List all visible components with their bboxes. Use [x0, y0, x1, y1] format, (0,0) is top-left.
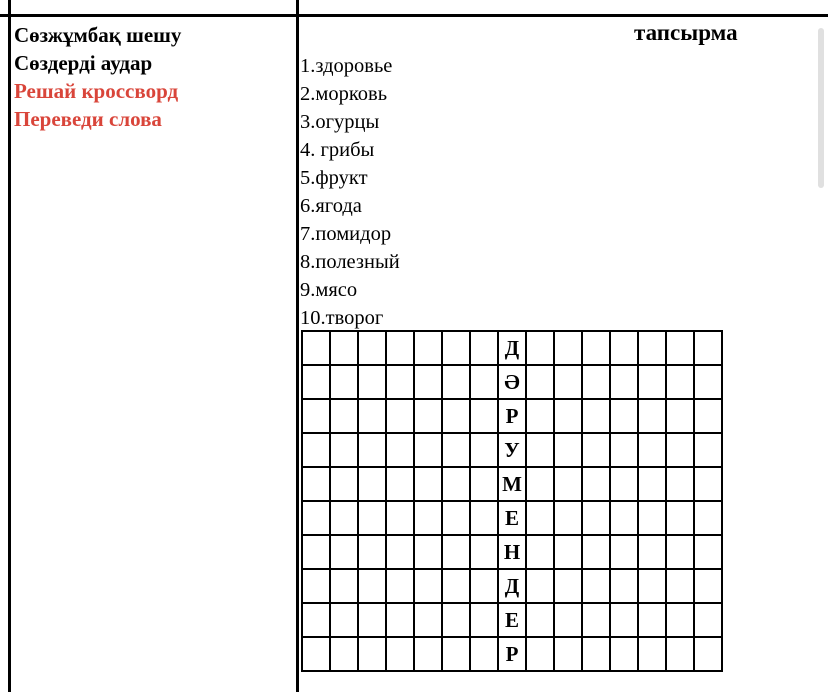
crossword-cell[interactable] — [442, 365, 470, 399]
word-list — [300, 52, 400, 332]
crossword-cell[interactable] — [442, 637, 470, 671]
crossword-cell[interactable] — [330, 365, 358, 399]
crossword-cell[interactable] — [386, 569, 414, 603]
crossword-cell[interactable] — [358, 569, 386, 603]
crossword-cell[interactable] — [302, 331, 330, 365]
crossword-cell[interactable] — [470, 365, 498, 399]
crossword-cell[interactable] — [414, 331, 442, 365]
crossword-cell[interactable] — [554, 603, 582, 637]
crossword-cell[interactable] — [666, 433, 694, 467]
crossword-cell[interactable] — [638, 331, 666, 365]
crossword-cell[interactable] — [358, 535, 386, 569]
crossword-cell[interactable] — [694, 331, 722, 365]
crossword-cell[interactable] — [554, 501, 582, 535]
crossword-cell[interactable] — [386, 501, 414, 535]
word-item: 1.здоровье — [300, 55, 393, 77]
crossword-cell[interactable] — [442, 569, 470, 603]
instructions — [14, 21, 181, 133]
word-item: 10.творог — [300, 307, 384, 329]
word-item: 9.мясо — [300, 279, 358, 301]
crossword-key-cell[interactable]: Е — [498, 603, 526, 637]
crossword-cell[interactable] — [414, 467, 442, 501]
crossword-row — [302, 433, 722, 467]
crossword-cell[interactable] — [442, 603, 470, 637]
crossword-cell[interactable] — [610, 433, 638, 467]
instruction-ru-2: Переведи слова — [14, 107, 162, 131]
crossword-cell[interactable] — [526, 501, 554, 535]
crossword-cell[interactable] — [386, 467, 414, 501]
crossword-cell[interactable] — [470, 467, 498, 501]
crossword-cell[interactable] — [470, 603, 498, 637]
crossword-cell[interactable] — [638, 637, 666, 671]
crossword-cell[interactable] — [302, 637, 330, 671]
crossword-cell[interactable] — [610, 535, 638, 569]
crossword-cell[interactable] — [526, 569, 554, 603]
crossword-cell[interactable] — [666, 501, 694, 535]
crossword-cell[interactable] — [582, 331, 610, 365]
crossword-cell[interactable] — [470, 433, 498, 467]
crossword-cell[interactable] — [582, 637, 610, 671]
crossword-cell[interactable] — [610, 331, 638, 365]
crossword-cell[interactable] — [386, 365, 414, 399]
crossword-cell[interactable] — [470, 399, 498, 433]
crossword-cell[interactable] — [526, 399, 554, 433]
crossword-cell[interactable] — [358, 331, 386, 365]
crossword-cell[interactable] — [302, 569, 330, 603]
crossword-cell[interactable] — [582, 399, 610, 433]
instruction-ru-1: Решай кроссворд — [14, 79, 179, 103]
crossword-cell[interactable] — [582, 603, 610, 637]
crossword-cell[interactable] — [330, 637, 358, 671]
crossword-key-cell[interactable]: Д — [498, 331, 526, 365]
crossword-cell[interactable] — [666, 331, 694, 365]
left-border — [8, 0, 11, 692]
top-border — [0, 14, 828, 17]
crossword-cell[interactable] — [666, 603, 694, 637]
crossword-cell[interactable] — [302, 433, 330, 467]
scrollbar[interactable] — [818, 28, 824, 188]
crossword-cell[interactable] — [302, 467, 330, 501]
crossword-row — [302, 569, 722, 603]
crossword-cell[interactable] — [302, 535, 330, 569]
crossword-cell[interactable] — [330, 501, 358, 535]
crossword-cell[interactable] — [526, 467, 554, 501]
crossword-cell[interactable] — [666, 399, 694, 433]
crossword-cell[interactable] — [470, 331, 498, 365]
crossword-cell[interactable] — [694, 535, 722, 569]
crossword-cell[interactable] — [694, 569, 722, 603]
crossword-cell[interactable] — [358, 433, 386, 467]
crossword-cell[interactable] — [414, 603, 442, 637]
crossword-cell[interactable] — [610, 637, 638, 671]
crossword-cell[interactable] — [694, 467, 722, 501]
crossword-cell[interactable] — [470, 569, 498, 603]
crossword-key-cell[interactable]: Д — [498, 569, 526, 603]
crossword-cell[interactable] — [694, 399, 722, 433]
crossword-cell[interactable] — [442, 467, 470, 501]
task-title: тапсырма — [634, 20, 738, 45]
crossword-cell[interactable] — [330, 535, 358, 569]
crossword-key-cell[interactable]: У — [498, 433, 526, 467]
crossword-cell[interactable] — [470, 535, 498, 569]
crossword-cell[interactable] — [638, 501, 666, 535]
word-item: 7.помидор — [300, 223, 392, 245]
crossword-cell[interactable] — [554, 433, 582, 467]
crossword-cell[interactable] — [666, 467, 694, 501]
crossword-row — [302, 501, 722, 535]
crossword-cell[interactable] — [694, 603, 722, 637]
crossword-row — [302, 637, 722, 671]
crossword-cell[interactable] — [358, 501, 386, 535]
crossword-key-cell[interactable]: Е — [498, 501, 526, 535]
crossword-cell[interactable] — [554, 365, 582, 399]
crossword-cell[interactable] — [386, 433, 414, 467]
crossword-cell[interactable] — [386, 637, 414, 671]
crossword-cell[interactable] — [330, 331, 358, 365]
crossword-cell[interactable] — [638, 603, 666, 637]
instruction-kz-1: Сөзжұмбақ шешу — [14, 23, 182, 47]
crossword-key-cell[interactable]: Н — [498, 535, 526, 569]
crossword-cell[interactable] — [526, 603, 554, 637]
crossword-cell[interactable] — [526, 637, 554, 671]
crossword-cell[interactable] — [526, 331, 554, 365]
crossword-cell[interactable] — [330, 603, 358, 637]
crossword-cell[interactable] — [694, 365, 722, 399]
crossword-cell[interactable] — [442, 535, 470, 569]
crossword-cell[interactable] — [386, 535, 414, 569]
crossword-cell[interactable] — [302, 365, 330, 399]
crossword-cell[interactable] — [442, 501, 470, 535]
crossword-row — [302, 365, 722, 399]
crossword-cell[interactable] — [442, 433, 470, 467]
crossword-cell[interactable] — [358, 603, 386, 637]
crossword-row — [302, 603, 722, 637]
crossword-cell[interactable] — [330, 399, 358, 433]
instruction-kz-2: Сөздерді аудар — [14, 51, 153, 75]
crossword-cell[interactable] — [526, 433, 554, 467]
crossword-row — [302, 467, 722, 501]
crossword-cell[interactable] — [638, 535, 666, 569]
crossword-cell[interactable] — [610, 603, 638, 637]
crossword-cell[interactable] — [582, 501, 610, 535]
crossword-cell[interactable] — [302, 603, 330, 637]
crossword-cell[interactable] — [554, 331, 582, 365]
crossword-cell[interactable] — [582, 535, 610, 569]
crossword-cell[interactable] — [554, 467, 582, 501]
word-item: 8.полезный — [300, 251, 400, 273]
word-item: 5.фрукт — [300, 167, 368, 189]
crossword-cell[interactable] — [638, 365, 666, 399]
crossword-cell[interactable] — [386, 399, 414, 433]
crossword-cell[interactable] — [638, 433, 666, 467]
crossword-cell[interactable] — [358, 467, 386, 501]
crossword-cell[interactable] — [358, 637, 386, 671]
crossword-cell[interactable] — [694, 637, 722, 671]
word-item: 4. грибы — [300, 139, 375, 161]
crossword-cell[interactable] — [666, 637, 694, 671]
column-divider — [296, 0, 299, 692]
crossword-row — [302, 331, 722, 365]
crossword-cell[interactable] — [610, 467, 638, 501]
crossword-cell[interactable] — [414, 433, 442, 467]
crossword-cell[interactable] — [610, 399, 638, 433]
crossword-cell[interactable] — [414, 365, 442, 399]
crossword-row — [302, 535, 722, 569]
crossword-cell[interactable] — [470, 501, 498, 535]
crossword-key-cell[interactable]: Р — [498, 399, 526, 433]
crossword-cell[interactable] — [358, 365, 386, 399]
crossword-key-cell[interactable]: Р — [498, 637, 526, 671]
crossword-cell[interactable] — [638, 399, 666, 433]
crossword-cell[interactable] — [694, 433, 722, 467]
crossword-cell[interactable] — [554, 569, 582, 603]
crossword-cell[interactable] — [414, 535, 442, 569]
crossword-cell[interactable] — [526, 365, 554, 399]
crossword-row — [302, 399, 722, 433]
crossword-cell[interactable] — [638, 467, 666, 501]
crossword-cell[interactable] — [414, 501, 442, 535]
crossword-cell[interactable] — [666, 365, 694, 399]
crossword-cell[interactable] — [386, 603, 414, 637]
crossword-cell[interactable] — [610, 569, 638, 603]
crossword-cell[interactable] — [414, 569, 442, 603]
crossword-cell[interactable] — [414, 399, 442, 433]
crossword-cell[interactable] — [610, 501, 638, 535]
word-item: 2.морковь — [300, 83, 388, 105]
crossword-cell[interactable] — [638, 569, 666, 603]
crossword-cell[interactable] — [582, 433, 610, 467]
crossword-cell[interactable] — [554, 399, 582, 433]
crossword-cell[interactable] — [302, 399, 330, 433]
crossword-cell[interactable] — [582, 569, 610, 603]
crossword-cell[interactable] — [610, 365, 638, 399]
crossword-key-cell[interactable]: Ә — [498, 365, 526, 399]
crossword-cell[interactable] — [554, 637, 582, 671]
crossword-cell[interactable] — [526, 535, 554, 569]
crossword-cell[interactable] — [666, 569, 694, 603]
crossword-cell[interactable] — [330, 569, 358, 603]
crossword-cell[interactable] — [414, 637, 442, 671]
crossword-cell[interactable] — [358, 399, 386, 433]
crossword-cell[interactable] — [582, 467, 610, 501]
crossword-cell[interactable] — [386, 331, 414, 365]
crossword-cell[interactable] — [554, 535, 582, 569]
crossword-cell[interactable] — [442, 399, 470, 433]
crossword-cell[interactable] — [470, 637, 498, 671]
crossword-grid — [301, 330, 723, 672]
crossword-cell[interactable] — [666, 535, 694, 569]
crossword-cell[interactable] — [582, 365, 610, 399]
word-item: 6.ягода — [300, 195, 362, 217]
word-item: 3.огурцы — [300, 111, 380, 133]
crossword-cell[interactable] — [694, 501, 722, 535]
crossword-key-cell[interactable]: М — [498, 467, 526, 501]
crossword-cell[interactable] — [442, 331, 470, 365]
crossword-cell[interactable] — [302, 501, 330, 535]
crossword-cell[interactable] — [330, 467, 358, 501]
crossword-cell[interactable] — [330, 433, 358, 467]
